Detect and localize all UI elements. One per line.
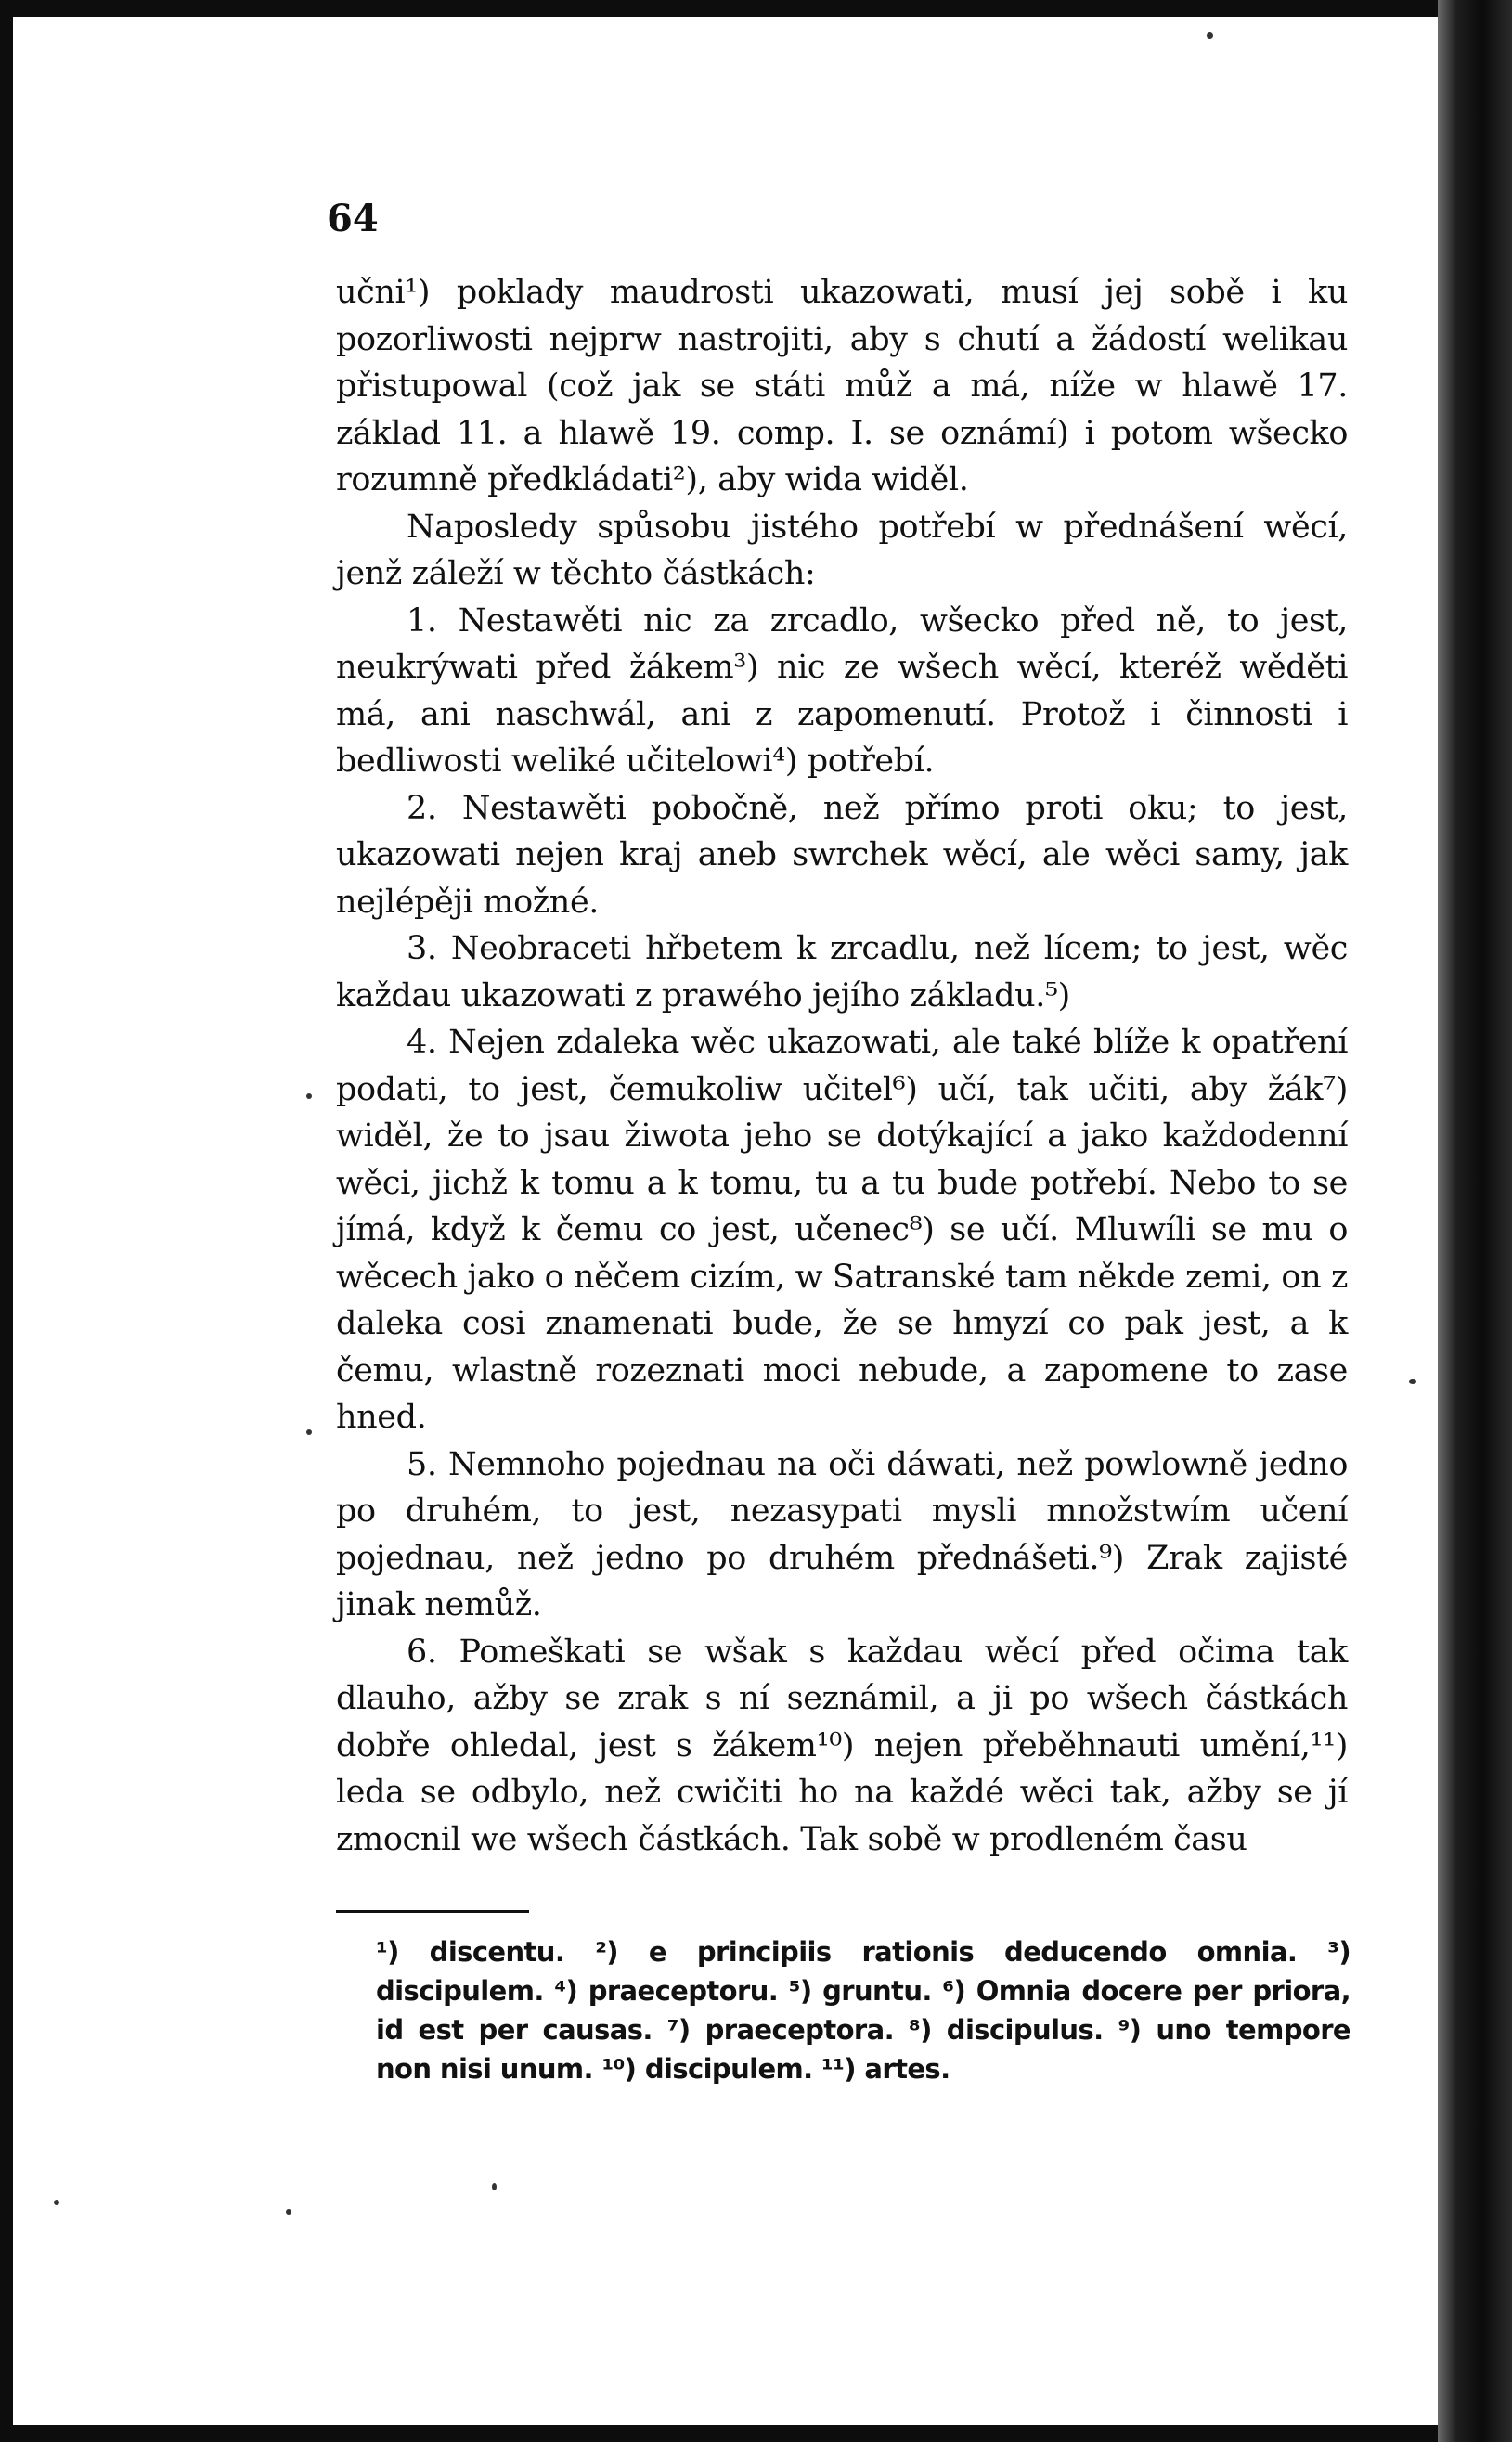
- paragraph-3: 1. Nestawěti nic za zrcadlo, wšecko před ně, to jest, neukrýwati před žákem³) nic ze wšech wěcí, kteréž wěděti má, ani naschwál, ani z zapomenutí. Protož i činnosti i bedliwosti weliké učitelowi⁴) potřebí.: [336, 601, 1348, 780]
- scan-speck: [492, 2183, 497, 2190]
- paragraph-8: 6. Pomeškati se wšak s každau wěcí před očima tak dlauho, ažby se zrak s ní seznámil, a ji po wšech částkách dobře ohledal, jest s žákem¹⁰) nejen přeběhnauti umění,¹¹) leda se odbylo, než cwičiti ho na každé wěci tak, ažby se jí zmocnil we wšech částkách. Tak sobě w prodleném času: [336, 1633, 1348, 1858]
- body-text: [336, 269, 1348, 1863]
- paragraph-4: 2. Nestawěti pobočně, než přímo proti oku; to jest, ukazowati nejen kraj aneb swrchek wěcí, ale wěci samy, jak nejlépěji možné.: [336, 789, 1348, 921]
- footnotes-text: ¹) discentu. ²) e principiis rationis deducendo omnia. ³) discipulem. ⁴) praeceptoru. ⁵) gruntu. ⁶) Omnia docere per priora, id est per causas. ⁷) praeceptora. ⁸) discipulus. ⁹) uno tempore non nisi unum. ¹⁰) discipulem. ¹¹) artes.: [376, 1936, 1350, 2085]
- footnote-divider: [336, 1910, 529, 1913]
- paragraph-2: Naposledy spůsobu jistého potřebí w přednášení wěcí, jenž záleží w těchto částkách:: [336, 508, 1348, 592]
- scan-speck: [286, 2209, 291, 2215]
- paragraph-7: 5. Nemnoho pojednau na oči dáwati, než powlowně jedno po druhém, to jest, nezasypati mysli množstwím učení pojednau, než jedno po druhém přednášeti.⁹) Zrak zajisté jinak nemůž.: [336, 1445, 1348, 1623]
- scan-speck: [54, 2200, 59, 2205]
- footnotes: [376, 1932, 1350, 2088]
- paragraph-1: učni¹) poklady maudrosti ukazowati, musí jej sobě i ku pozorliwosti nejprw nastrojiti, aby s chutí a žádostí welikau přistupowal (což jak se státi můž a má, níže w hlawě 17. základ 11. a hlawě 19. comp. I. se oznámí) i potom wšecko rozumně předkládati²), aby wida widěl.: [336, 274, 1348, 498]
- page-number: 64: [327, 197, 379, 240]
- paragraph-6: 4. Nejen zdaleka wěc ukazowati, ale také blíže k opatření podati, to jest, čemukoliw učitel⁶) učí, tak učiti, aby žák⁷) widěl, že to jsau žiwota jeho se dotýkající a jako každodenní wěci, jichž k tomu a k tomu, tu a tu bude potřebí. Nebo to se jímá, když k čemu co jest, učenec⁸) se učí. Mluwíli se mu o wěcech jako o něčem cizím, w Satranské tam někde zemi, on z daleka cosi znamenati bude, že se hmyzí co pak jest, a k čemu, wlastně rozeznati moci nebude, a zapomene to zase hned.: [336, 1024, 1348, 1436]
- scan-speck: [306, 1093, 312, 1099]
- scan-speck: [1409, 1379, 1416, 1384]
- scan-speck: [1207, 32, 1213, 39]
- scan-speck: [306, 1429, 312, 1435]
- paragraph-5: 3. Neobraceti hřbetem k zrcadlu, než lícem; to jest, wěc každau ukazowati z prawého jejího základu.⁵): [336, 930, 1348, 1014]
- book-spine-edge: [1438, 0, 1512, 2442]
